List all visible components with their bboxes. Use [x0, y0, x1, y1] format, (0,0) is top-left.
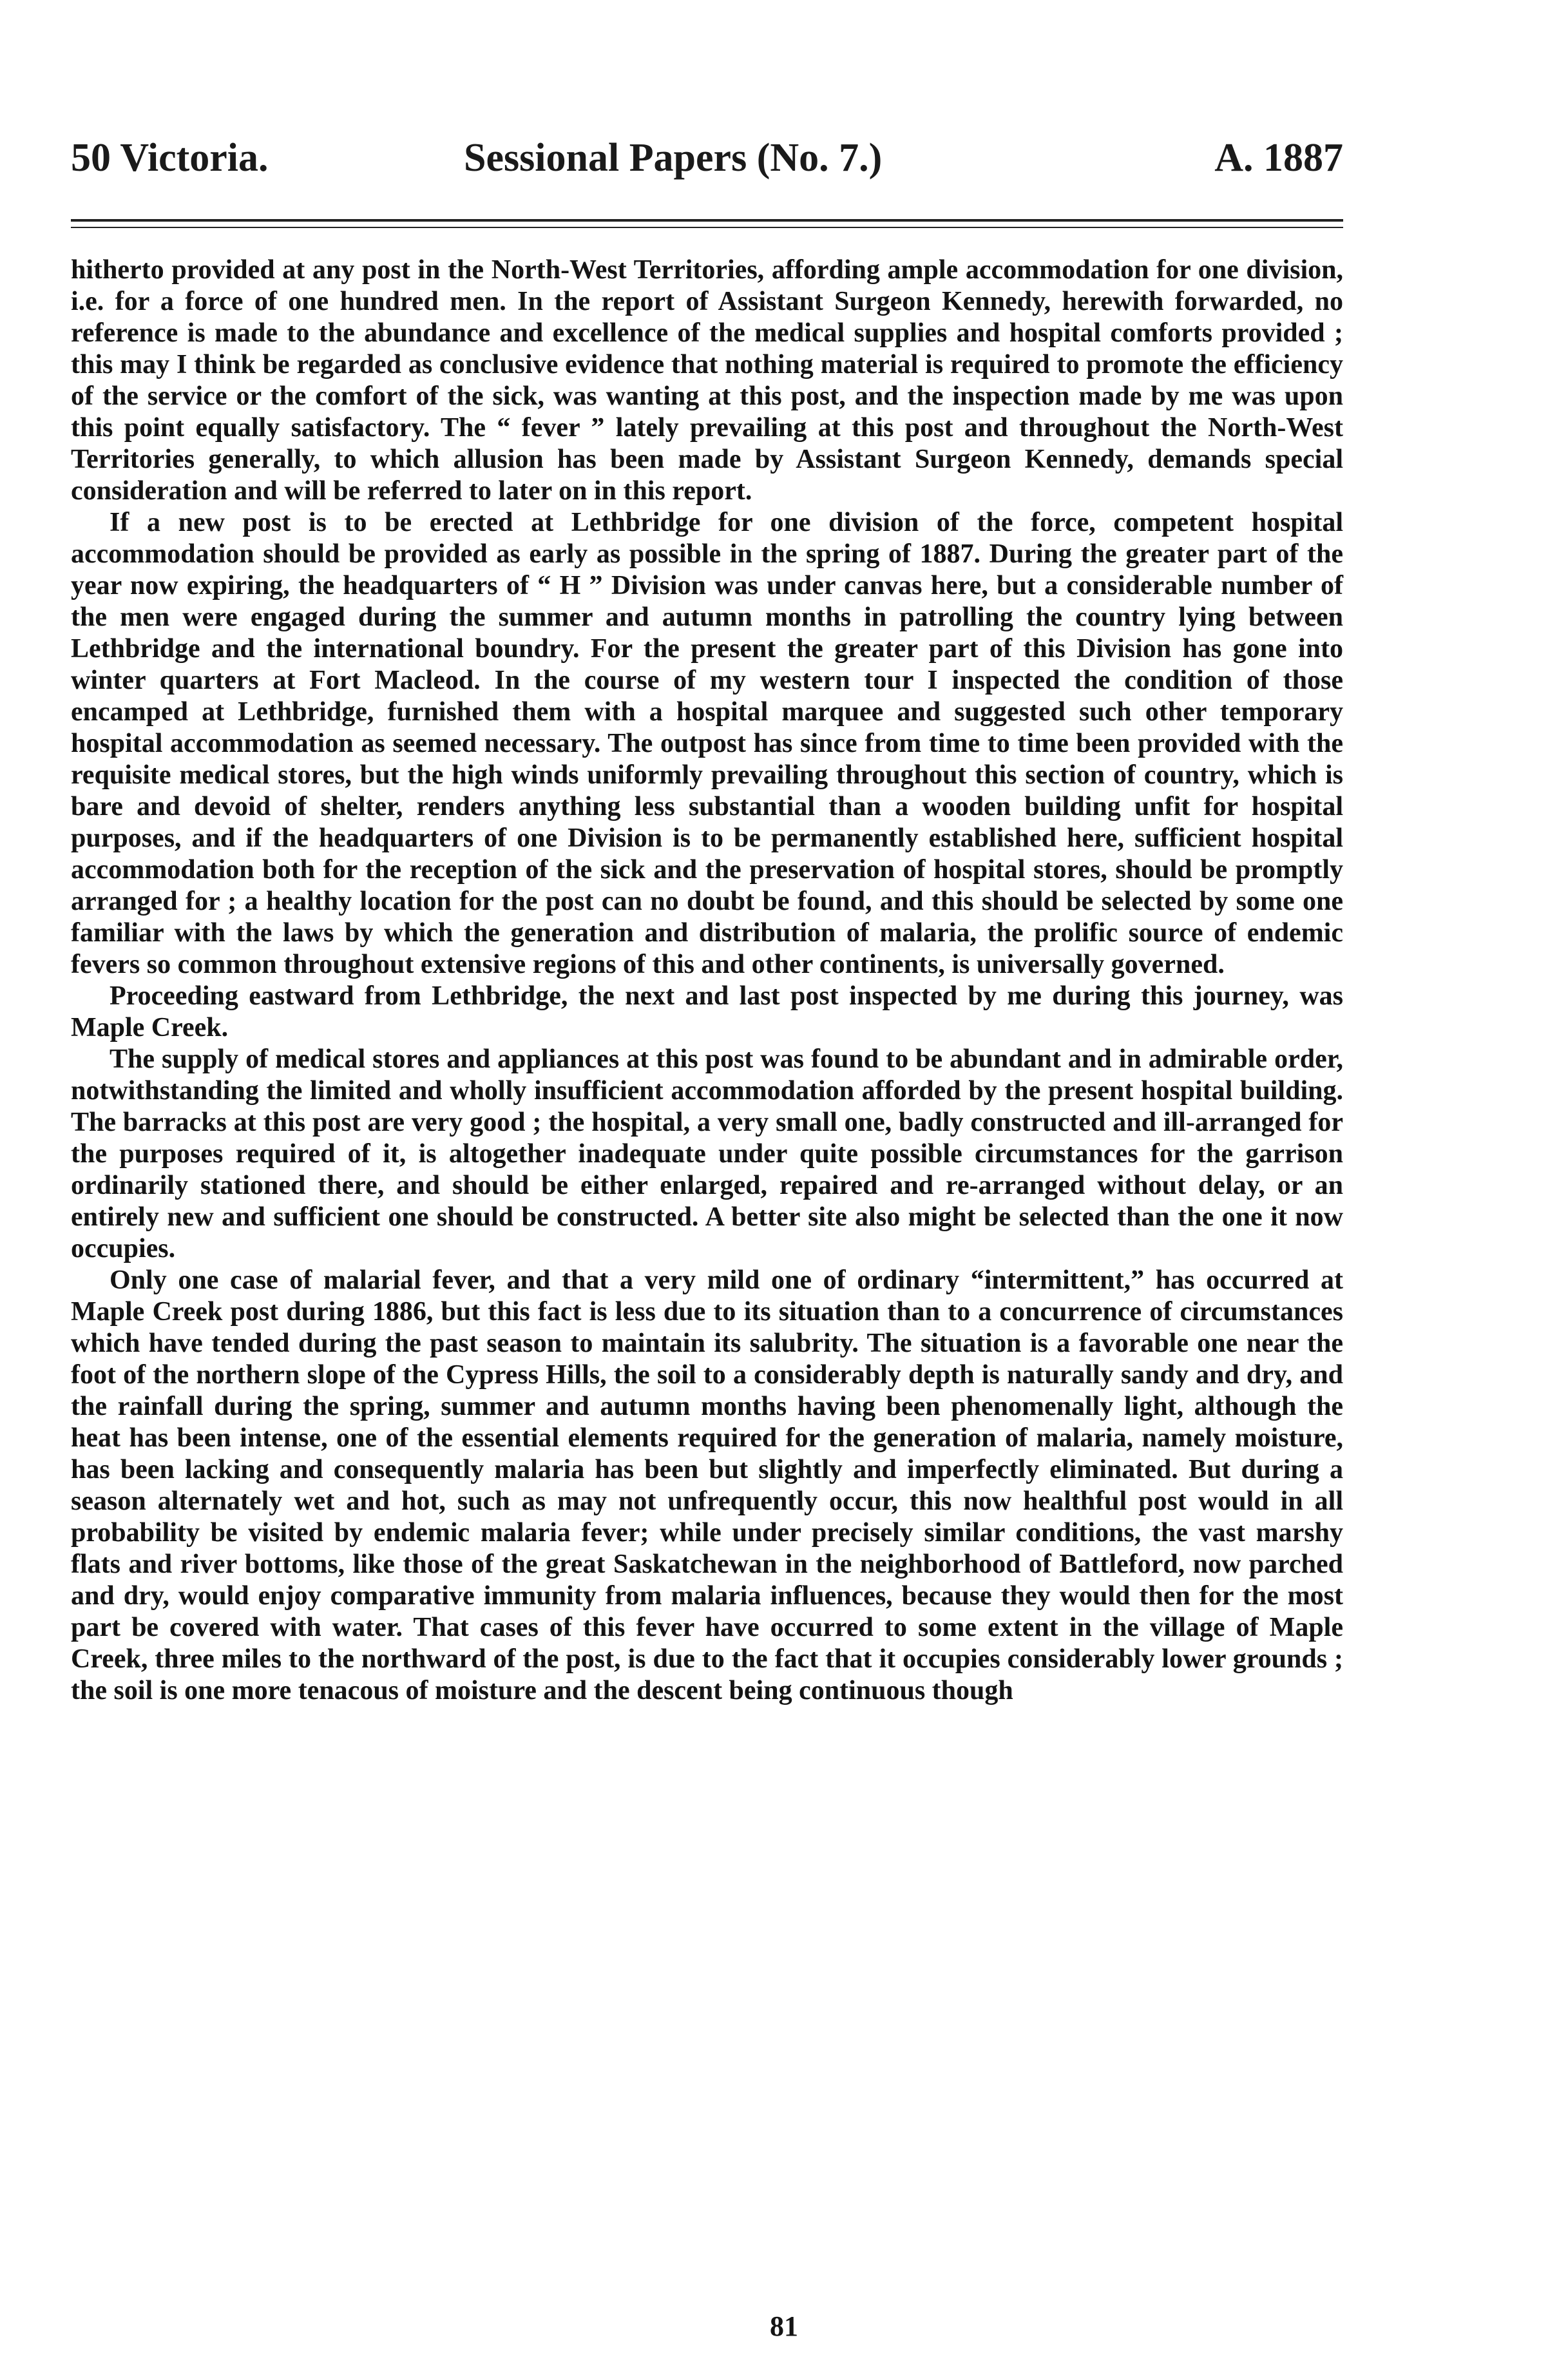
paragraph-1: hitherto provided at any post in the North-West Territories, affording ample accommodation for one division, i.e. for a force of one hundred men. In the report of Assistant Surgeon Kennedy, herewith forwarded, no reference is made to the abundance and excellence of the medical supplies and hospital comforts provided ; this may I think be regarded as conclusive evidence that nothing material is required to promote the efficiency of the service or the comfort of the sick, was wanting at this post, and the inspection made by me was upon this point equally satisfactory. The “ fever ” lately prevailing at this post and throughout the North-West Territories generally, to which allusion has been made by Assistant Surgeon Kennedy, demands special consideration and will be referred to later on in this report.: [71, 255, 1343, 506]
paragraph-5: Only one case of malarial fever, and that a very mild one of ordinary “intermittent,” has occurred at Maple Creek post during 1886, but this fact is less due to its situation than to a concurrence of circumstances which have tended during the past season to maintain its salubrity. The situation is a favorable one near the foot of the northern slope of the Cypress Hills, the soil to a considerably depth is naturally sandy and dry, and the rainfall during the spring, summer and autumn months having been phenomenally light, although the heat has been intense, one of the essential elements required for the generation of malaria, namely moisture, has been lacking and consequently malaria has been but slightly and imperfectly eliminated. But during a season alternately wet and hot, such as may not unfrequently occur, this now healthful post would in all probability be visited by endemic malaria fever; while under precisely similar conditions, the vast marshy flats and river bottoms, like those of the great Saskatchewan in the neighborhood of Battleford, now parched and dry, would enjoy comparative immunity from malaria influences, because they would then for the most part be covered with water. That cases of this fever have occurred to some extent in the village of Maple Creek, three miles to the northward of the post, is due to the fact that it occupies considerably lower grounds ; the soil is one more tenacous of moisture and the descent being continuous though: [71, 1265, 1343, 1705]
body-text: [71, 254, 1343, 1707]
header-rule-thick: [71, 219, 1343, 222]
header-year: A. 1887: [1214, 136, 1343, 180]
paragraph-3: Proceeding eastward from Lethbridge, the next and last post inspected by me during this journey, was Maple Creek.: [71, 981, 1343, 1042]
header-title: Sessional Papers (No. 7.): [464, 136, 883, 180]
header-volume: 50 Victoria.: [71, 136, 269, 180]
page-number: 81: [770, 2310, 798, 2342]
paragraph-2: If a new post is to be erected at Lethbridge for one division of the force, competent hospital accommodation should be provided as early as possible in the spring of 1887. During the greater part of the year now expiring, the headquarters of “ H ” Division was under canvas here, but a considerable number of the men were engaged during the summer and autumn months in patrolling the country lying between Lethbridge and the international boundry. For the present the greater part of this Division has gone into winter quarters at Fort Macleod. In the course of my western tour I inspected the condition of those encamped at Lethbridge, furnished them with a hospital marquee and suggested such other temporary hospital accommodation as seemed necessary. The outpost has since from time to time been provided with the requisite medical stores, but the high winds uniformly prevailing throughout this section of country, which is bare and devoid of shelter, renders anything less substantial than a wooden building unfit for hospital purposes, and if the headquarters of one Division is to be permanently established here, sufficient hospital accommodation both for the reception of the sick and the preservation of hospital stores, should be promptly arranged for ; a healthy location for the post can no doubt be found, and this should be selected by some one familiar with the laws by which the generation and distribution of malaria, the prolific source of endemic fevers so common throughout extensive regions of this and other continents, is universally governed.: [71, 508, 1343, 979]
page-header: [71, 122, 1343, 193]
header-rule-thin: [71, 227, 1343, 228]
paragraph-4: The supply of medical stores and appliances at this post was found to be abundant and in admirable order, notwithstanding the limited and wholly insufficient accommodation afforded by the present hospital building. The barracks at this post are very good ; the hospital, a very small one, badly constructed and ill-arranged for the purposes required of it, is altogether inadequate under quite possible circumstances for the garrison ordinarily stationed there, and should be either enlarged, repaired and re-arranged without delay, or an entirely new and sufficient one should be constructed. A better site also might be selected than the one it now occupies.: [71, 1044, 1343, 1263]
